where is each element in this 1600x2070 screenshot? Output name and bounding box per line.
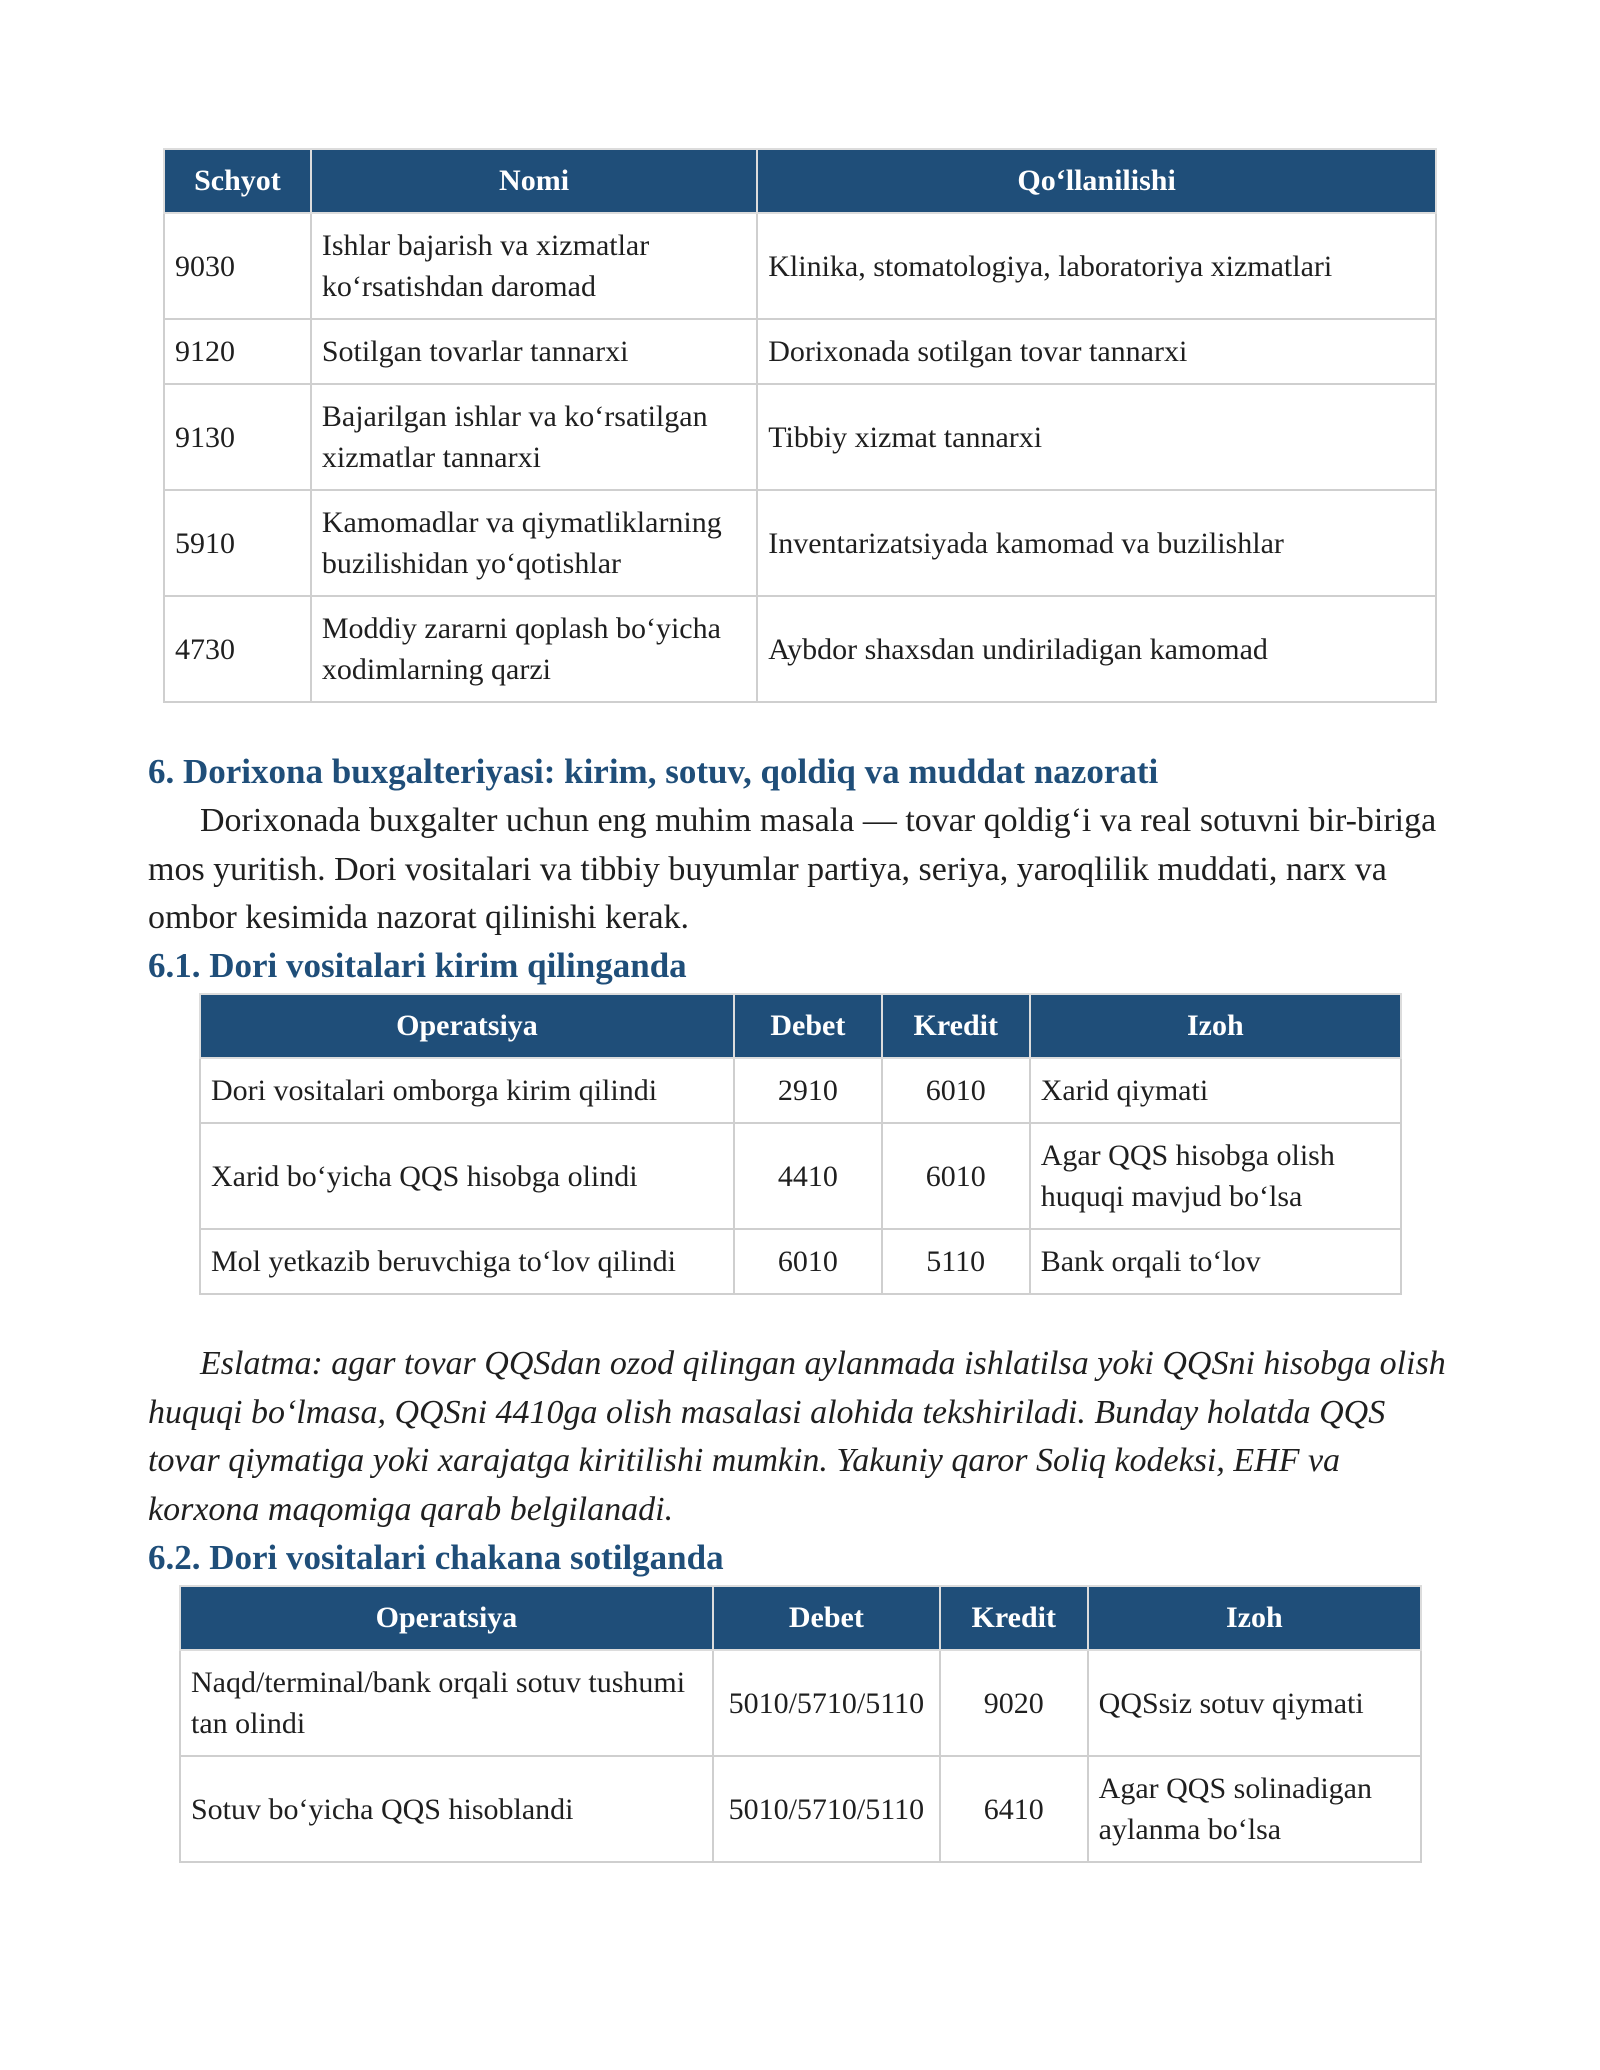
header-kredit: Kredit (882, 994, 1030, 1058)
table-row (180, 1756, 1421, 1862)
header-izoh: Izoh (1030, 994, 1401, 1058)
table-header-row (200, 994, 1401, 1058)
debit-cell: 5010/5710/5110 (713, 1756, 940, 1862)
operation-cell: Dori vositalari omborga kirim qilindi (200, 1058, 734, 1123)
header-debet: Debet (713, 1586, 940, 1650)
table-header-row (164, 149, 1436, 213)
header-kredit: Kredit (940, 1586, 1088, 1650)
pharmacy-retail-table (179, 1585, 1422, 1863)
header-operatsiya: Operatsiya (180, 1586, 713, 1650)
account-code: 9030 (164, 213, 311, 319)
section-6-2-heading: 6.2. Dori vositalari chakana sotilganda (148, 1538, 724, 1577)
section-6-1-heading: 6.1. Dori vositalari kirim qilinganda (148, 946, 687, 985)
header-nomi: Nomi (311, 149, 757, 213)
debit-cell: 5010/5710/5110 (713, 1650, 940, 1756)
operation-cell: Xarid bo‘yicha QQS hisobga olindi (200, 1123, 734, 1229)
table-row (180, 1650, 1421, 1756)
account-name: Ishlar bajarish va xizmatlar ko‘rsatishdan daromad (311, 213, 757, 319)
note-cell: Agar QQS solinadigan aylanma bo‘lsa (1088, 1756, 1421, 1862)
table-row (200, 1058, 1401, 1123)
account-name: Moddiy zararni qoplash bo‘yicha xodimlarning qarzi (311, 596, 757, 702)
operation-cell: Naqd/terminal/bank orqali sotuv tushumi tan olindi (180, 1650, 713, 1756)
account-usage: Klinika, stomatologiya, laboratoriya xizmatlari (757, 213, 1436, 319)
account-usage: Aybdor shaxsdan undiriladigan kamomad (757, 596, 1436, 702)
section-6-paragraph: Dorixonada buxgalter uchun eng muhim masala — tovar qoldig‘i va real sotuvni bir-biriga mos yuritish. Dori vositalari va tibbiy buyumlar partiya, seriya, yaroqlilik muddati, narx va ombor kesimida nazorat qilinishi kerak. (148, 802, 1437, 936)
credit-cell: 9020 (940, 1650, 1088, 1756)
section-6-heading: 6. Dorixona buxgalteriyasi: kirim, sotuv, qoldiq va muddat nazorati (148, 752, 1159, 791)
table-row (164, 490, 1436, 596)
note-cell: QQSsiz sotuv qiymati (1088, 1650, 1421, 1756)
header-schyot: Schyot (164, 149, 311, 213)
credit-cell: 6410 (940, 1756, 1088, 1862)
debit-cell: 6010 (734, 1229, 882, 1294)
account-usage: Inventarizatsiyada kamomad va buzilishlar (757, 490, 1436, 596)
table-row (164, 596, 1436, 702)
account-code: 9120 (164, 319, 311, 384)
header-izoh: Izoh (1088, 1586, 1421, 1650)
account-usage: Dorixonada sotilgan tovar tannarxi (757, 319, 1436, 384)
operation-cell: Sotuv bo‘yicha QQS hisoblandi (180, 1756, 713, 1862)
debit-cell: 2910 (734, 1058, 882, 1123)
account-name: Sotilgan tovarlar tannarxi (311, 319, 757, 384)
credit-cell: 6010 (882, 1058, 1030, 1123)
note-cell: Bank orqali to‘lov (1030, 1229, 1401, 1294)
table-row (200, 1123, 1401, 1229)
credit-cell: 5110 (882, 1229, 1030, 1294)
debit-cell: 4410 (734, 1123, 882, 1229)
note-cell: Agar QQS hisobga olish huquqi mavjud bo‘lsa (1030, 1123, 1401, 1229)
vat-note: Eslatma: agar tovar QQSdan ozod qilingan aylanmada ishlatilsa yoki QQSni hisobga olish huquqi bo‘lmasa, QQSni 4410ga olish masalasi alohida tekshiriladi. Bunday holatda QQS tovar qiymatiga yoki xarajatga kiritilishi mumkin. Yakuniy qaror Soliq kodeksi, EHF va korxona maqomiga qarab belgilanadi. (148, 1345, 1446, 1528)
table-row (164, 213, 1436, 319)
account-name: Bajarilgan ishlar va ko‘rsatilgan xizmatlar tannarxi (311, 384, 757, 490)
table-row (164, 319, 1436, 384)
account-usage: Tibbiy xizmat tannarxi (757, 384, 1436, 490)
account-name: Kamomadlar va qiymatliklarning buzilishidan yo‘qotishlar (311, 490, 757, 596)
header-debet: Debet (734, 994, 882, 1058)
table-row (200, 1229, 1401, 1294)
pharmacy-receipt-table (199, 993, 1402, 1295)
account-code: 9130 (164, 384, 311, 490)
credit-cell: 6010 (882, 1123, 1030, 1229)
table-row (164, 384, 1436, 490)
table-header-row (180, 1586, 1421, 1650)
account-code: 4730 (164, 596, 311, 702)
note-cell: Xarid qiymati (1030, 1058, 1401, 1123)
operation-cell: Mol yetkazib beruvchiga to‘lov qilindi (200, 1229, 734, 1294)
header-operatsiya: Operatsiya (200, 994, 734, 1058)
header-qollanilishi: Qo‘llanilishi (757, 149, 1436, 213)
account-code: 5910 (164, 490, 311, 596)
accounts-table (163, 148, 1437, 703)
